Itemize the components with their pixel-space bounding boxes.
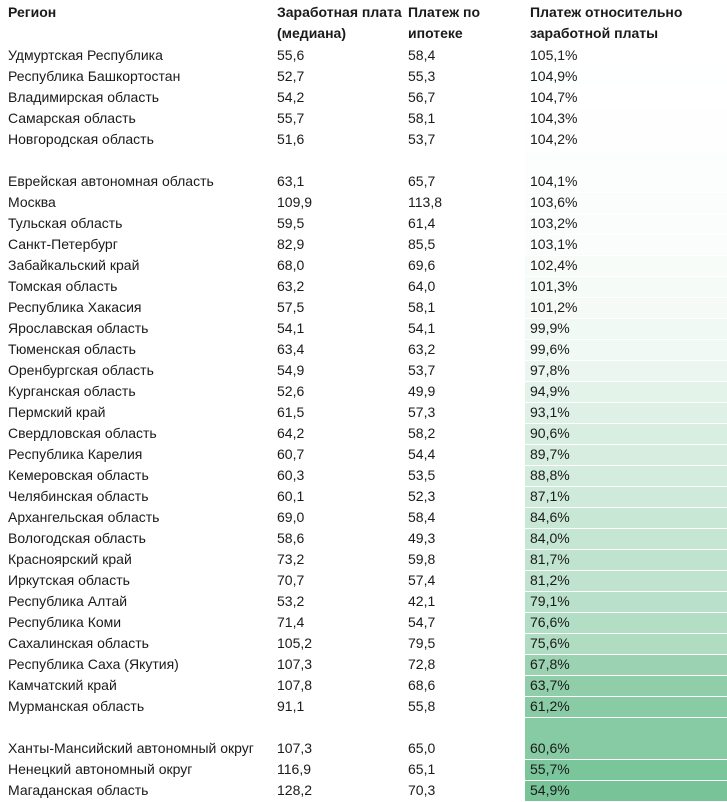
region-name: Ярославская область — [8, 320, 149, 336]
table-row — [0, 696, 727, 717]
payment-to-salary-ratio: 103,1% — [525, 234, 727, 255]
table-row — [0, 150, 727, 171]
table-row — [0, 339, 727, 360]
table-row — [0, 381, 727, 402]
mortgage-payment-value: 52,3 — [408, 488, 436, 504]
payment-to-salary-ratio: 104,3% — [525, 108, 727, 129]
region-name: Новгородская область — [8, 131, 154, 147]
column-header-payment-to-salary: Платеж относительно заработной платы — [530, 4, 683, 41]
table-row — [0, 570, 727, 591]
salary-value: 52,6 — [277, 383, 305, 399]
region-name: Забайкальский край — [8, 257, 140, 273]
region-name: Республика Башкортостан — [8, 68, 181, 84]
mortgage-payment-value: 113,8 — [408, 194, 442, 210]
region-name: Ханты-Мансийский автономный округ — [8, 740, 254, 756]
payment-to-salary-ratio: 75,6% — [525, 633, 727, 654]
table-row — [0, 213, 727, 234]
salary-value: 107,8 — [277, 677, 313, 693]
salary-value: 128,2 — [277, 782, 313, 798]
salary-value: 107,3 — [277, 656, 313, 672]
mortgage-payment-value: 54,4 — [408, 446, 436, 462]
table-row — [0, 423, 727, 444]
payment-to-salary-ratio: 84,6% — [525, 507, 727, 528]
payment-to-salary-ratio: 55,7% — [525, 759, 727, 780]
region-name: Владимирская область — [8, 89, 160, 105]
salary-value: 58,6 — [277, 530, 305, 546]
mortgage-payment-value: 53,5 — [408, 467, 436, 483]
table-row — [0, 465, 727, 486]
mortgage-payment-value: 79,5 — [408, 635, 436, 651]
mortgage-payment-value: 85,5 — [408, 236, 436, 252]
payment-to-salary-ratio: 79,1% — [525, 591, 727, 612]
payment-to-salary-ratio: 97,8% — [525, 360, 727, 381]
payment-to-salary-ratio: 103,2% — [525, 213, 727, 234]
mortgage-payment-value: 53,7 — [408, 131, 436, 147]
payment-to-salary-ratio: 88,8% — [525, 465, 727, 486]
mortgage-payment-value: 54,1 — [408, 320, 436, 336]
payment-to-salary-ratio: 101,2% — [525, 297, 727, 318]
region-name: Сахалинская область — [8, 635, 149, 651]
payment-to-salary-ratio: 105,1% — [525, 45, 727, 66]
region-name: Томская область — [8, 278, 118, 294]
column-header-region: Регион — [8, 4, 57, 20]
salary-value: 61,5 — [277, 404, 305, 420]
table-row — [0, 759, 727, 780]
mortgage-payment-value: 65,7 — [408, 173, 436, 189]
mortgage-payment-value — [408, 150, 525, 171]
region-name: Москва — [8, 194, 56, 210]
table-row — [0, 738, 727, 759]
salary-value: 82,9 — [277, 236, 305, 252]
mortgage-payment-value: 65,0 — [408, 740, 436, 756]
table-row — [0, 402, 727, 423]
payment-to-salary-ratio: 102,4% — [525, 255, 727, 276]
table-row — [0, 276, 727, 297]
salary-value: 71,4 — [277, 614, 305, 630]
table-body — [0, 45, 727, 801]
region-name: Камчатский край — [8, 677, 117, 693]
salary-value: 68,0 — [277, 257, 305, 273]
salary-value: 63,4 — [277, 341, 305, 357]
mortgage-payment-value: 59,8 — [408, 551, 436, 567]
column-header-salary: Заработная плата (медиана) — [277, 4, 402, 41]
region-name: Иркутская область — [8, 572, 130, 588]
region-name: Свердловская область — [8, 425, 157, 441]
payment-to-salary-ratio: 60,6% — [525, 738, 727, 759]
region-name: Кемеровская область — [8, 467, 149, 483]
region-name: Красноярский край — [8, 551, 132, 567]
salary-value: 64,2 — [277, 425, 305, 441]
payment-to-salary-ratio: 104,1% — [525, 171, 727, 192]
table-row — [0, 528, 727, 549]
payment-to-salary-ratio: 81,7% — [525, 549, 727, 570]
salary-value: 59,5 — [277, 215, 305, 231]
mortgage-payment-value: 57,4 — [408, 572, 436, 588]
salary-value: 109,9 — [277, 194, 313, 210]
payment-to-salary-ratio: 93,1% — [525, 402, 727, 423]
table-row — [0, 591, 727, 612]
payment-to-salary-ratio: 99,6% — [525, 339, 727, 360]
region-name: Еврейская автономная область — [8, 173, 214, 189]
region-name: Мурманская область — [8, 698, 145, 714]
salary-value: 73,2 — [277, 551, 305, 567]
salary-value: 105,2 — [277, 635, 313, 651]
salary-value: 54,9 — [277, 362, 305, 378]
mortgage-payment-value: 69,6 — [408, 257, 436, 273]
mortgage-payment-value: 49,9 — [408, 383, 436, 399]
table-row — [0, 297, 727, 318]
salary-value: 63,1 — [277, 173, 305, 189]
region-name: Республика Саха (Якутия) — [8, 656, 179, 672]
region-name: Республика Хакасия — [8, 299, 142, 315]
region-name: Вологодская область — [8, 530, 146, 546]
region-name: Оренбургская область — [8, 362, 154, 378]
salary-value: 69,0 — [277, 509, 305, 525]
mortgage-payment-value: 65,1 — [408, 761, 436, 777]
mortgage-payment-value: 42,1 — [408, 593, 436, 609]
payment-to-salary-ratio: 61,2% — [525, 696, 727, 717]
payment-to-salary-ratio: 63,7% — [525, 675, 727, 696]
table-row — [0, 234, 727, 255]
region-name: Архангельская область — [8, 509, 160, 525]
payment-to-salary-ratio — [525, 150, 727, 171]
mortgage-payment-value: 70,3 — [408, 782, 436, 798]
salary-value: 54,1 — [277, 320, 305, 336]
mortgage-payment-value: 57,3 — [408, 404, 436, 420]
salary-value: 55,7 — [277, 110, 305, 126]
salary-value: 60,7 — [277, 446, 305, 462]
region-name: Санкт-Петербург — [8, 236, 118, 252]
region-name: Республика Алтай — [8, 593, 128, 609]
region-name: Тюменская область — [8, 341, 136, 357]
table-row — [0, 675, 727, 696]
salary-value: 51,6 — [277, 131, 305, 147]
table-row — [0, 633, 727, 654]
payment-to-salary-ratio: 67,8% — [525, 654, 727, 675]
table-row — [0, 87, 727, 108]
salary-value: 53,2 — [277, 593, 305, 609]
region-name: Республика Коми — [8, 614, 122, 630]
mortgage-payment-value: 58,1 — [408, 110, 436, 126]
payment-to-salary-ratio: 81,2% — [525, 570, 727, 591]
mortgage-payment-value: 58,1 — [408, 299, 436, 315]
table-row — [0, 255, 727, 276]
mortgage-payment-value: 58,4 — [408, 47, 436, 63]
salary-value — [277, 717, 408, 738]
mortgage-payment-value — [408, 717, 525, 738]
table-row — [0, 318, 727, 339]
mortgage-payment-value: 53,7 — [408, 362, 436, 378]
table-row — [0, 612, 727, 633]
table-row — [0, 360, 727, 381]
table-row — [0, 192, 727, 213]
payment-to-salary-ratio: 101,3% — [525, 276, 727, 297]
region-name — [0, 150, 277, 171]
salary-value: 63,2 — [277, 278, 305, 294]
salary-value: 52,7 — [277, 68, 305, 84]
table-row — [0, 654, 727, 675]
payment-to-salary-ratio: 89,7% — [525, 444, 727, 465]
region-name: Челябинская область — [8, 488, 149, 504]
salary-value: 91,1 — [277, 698, 305, 714]
salary-value: 107,3 — [277, 740, 313, 756]
mortgage-payment-value: 58,2 — [408, 425, 436, 441]
payment-to-salary-ratio: 76,6% — [525, 612, 727, 633]
region-name: Самарская область — [8, 110, 136, 126]
mortgage-payment-value: 58,4 — [408, 509, 436, 525]
table-row — [0, 444, 727, 465]
table-row — [0, 108, 727, 129]
mortgage-payment-value: 55,3 — [408, 68, 436, 84]
payment-to-salary-ratio — [525, 717, 727, 738]
table-row — [0, 45, 727, 66]
payment-to-salary-ratio: 87,1% — [525, 486, 727, 507]
payment-to-salary-ratio: 99,9% — [525, 318, 727, 339]
region-name: Пермский край — [8, 404, 106, 420]
table-row — [0, 486, 727, 507]
payment-to-salary-ratio: 54,9% — [525, 780, 727, 801]
table-row — [0, 717, 727, 738]
mortgage-payment-value: 72,8 — [408, 656, 436, 672]
salary-value — [277, 150, 408, 171]
payment-to-salary-ratio: 84,0% — [525, 528, 727, 549]
mortgage-payment-value: 54,7 — [408, 614, 436, 630]
payment-to-salary-ratio: 104,2% — [525, 129, 727, 150]
mortgage-payment-value: 49,3 — [408, 530, 436, 546]
salary-value: 57,5 — [277, 299, 305, 315]
column-header-mortgage-payment: Платеж по ипотеке — [408, 4, 481, 41]
salary-value: 70,7 — [277, 572, 305, 588]
mortgage-payment-value: 64,0 — [408, 278, 436, 294]
salary-value: 55,6 — [277, 47, 305, 63]
payment-to-salary-ratio: 103,6% — [525, 192, 727, 213]
payment-to-salary-ratio: 94,9% — [525, 381, 727, 402]
region-name: Тульская область — [8, 215, 123, 231]
table-row — [0, 507, 727, 528]
region-name: Ненецкий автономный округ — [8, 761, 193, 777]
table-row — [0, 549, 727, 570]
region-name: Курганская область — [8, 383, 136, 399]
mortgage-payment-value: 55,8 — [408, 698, 436, 714]
mortgage-payment-value: 61,4 — [408, 215, 436, 231]
payment-to-salary-ratio: 104,7% — [525, 87, 727, 108]
mortgage-payment-value: 63,2 — [408, 341, 436, 357]
salary-value: 60,3 — [277, 467, 305, 483]
mortgage-payment-value: 56,7 — [408, 89, 436, 105]
table-header-row — [0, 0, 727, 45]
region-name: Удмуртская Республика — [8, 47, 163, 63]
salary-value: 60,1 — [277, 488, 305, 504]
region-name — [0, 717, 277, 738]
mortgage-payment-value: 68,6 — [408, 677, 436, 693]
salary-value: 116,9 — [277, 761, 311, 777]
payment-to-salary-ratio: 90,6% — [525, 423, 727, 444]
table-row — [0, 780, 727, 801]
region-name: Магаданская область — [8, 782, 149, 798]
table-row — [0, 171, 727, 192]
table-row — [0, 129, 727, 150]
salary-value: 54,2 — [277, 89, 305, 105]
table-row — [0, 66, 727, 87]
payment-to-salary-ratio: 104,9% — [525, 66, 727, 87]
region-name: Республика Карелия — [8, 446, 143, 462]
